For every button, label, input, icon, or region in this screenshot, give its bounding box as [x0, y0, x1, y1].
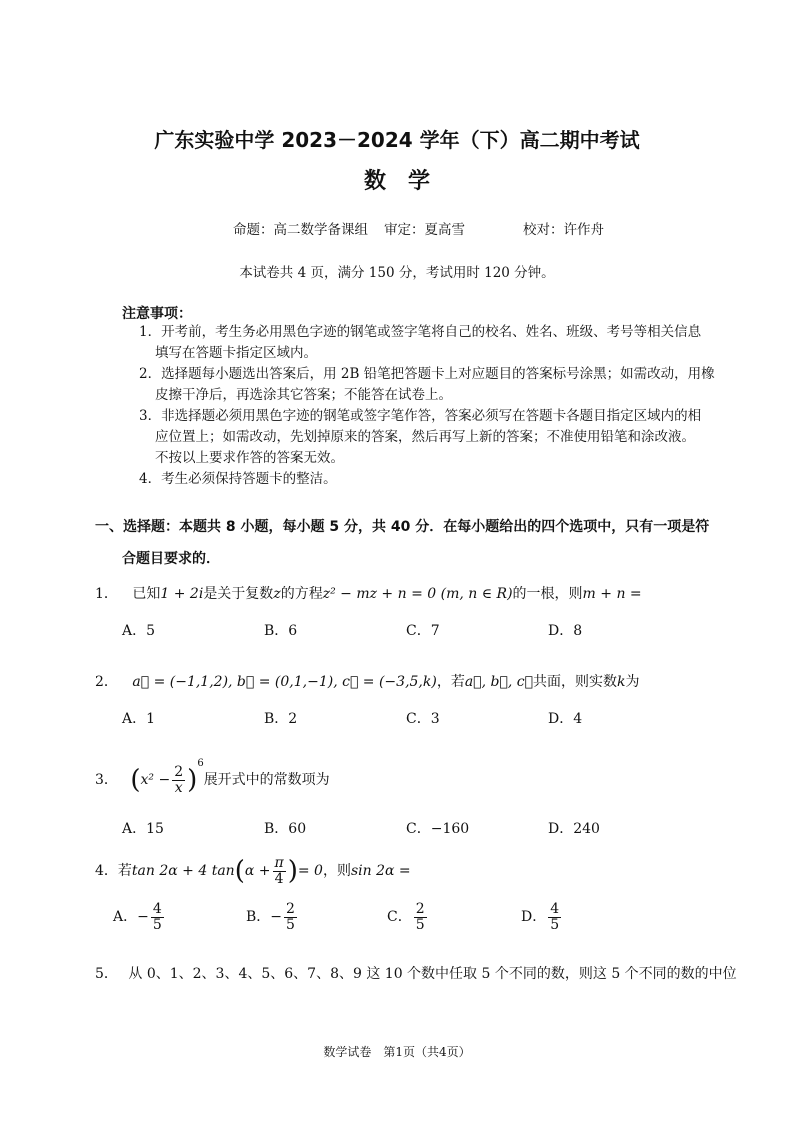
- option-c: C．7: [406, 623, 440, 639]
- question-2: [95, 671, 639, 691]
- option-label: D．: [521, 909, 547, 926]
- fraction-numerator: 2: [174, 763, 184, 780]
- option-c: [387, 902, 429, 932]
- question-text: 的一根，则: [512, 586, 583, 602]
- notice-item: 3．非选择题必须用黑色字迹的钢笔或签字笔作答，答案必须写在答题卡各题目指定区域内的相: [139, 408, 702, 424]
- fraction-numerator: 4: [152, 901, 162, 917]
- question-4: [95, 856, 411, 886]
- left-paren: (: [234, 856, 245, 887]
- notice-item: 填写在答题卡指定区域内。: [155, 345, 317, 361]
- option-sign: −: [137, 909, 149, 926]
- option-d: D．240: [548, 821, 600, 837]
- question-text: 展开式中的常数项为: [203, 772, 330, 788]
- question-number: 1．: [95, 586, 118, 602]
- option-b: B．6: [264, 623, 298, 639]
- question-text: 若: [117, 863, 132, 880]
- fraction-denominator: 5: [550, 916, 560, 933]
- option-a: A．15: [122, 821, 164, 837]
- notice-heading: 注意事项：: [122, 306, 192, 322]
- option-b: [246, 902, 299, 932]
- math-expr: m + n =: [582, 586, 642, 602]
- fraction-denominator: 4: [274, 870, 284, 887]
- option-c: C．−160: [406, 821, 470, 837]
- option-label: C．: [387, 909, 412, 926]
- question-text: ，则: [322, 863, 351, 880]
- option-d: D．4: [548, 711, 583, 727]
- fraction: [273, 856, 286, 886]
- fraction-denominator: 5: [415, 916, 425, 933]
- notice-item: 皮擦干净后，再选涂其它答案；不能答在试卷上。: [155, 387, 452, 403]
- notice-item: 1．开考前，考生务必用黑色字迹的钢笔或签字笔将自己的校名、姓名、班级、考号等相关信息: [139, 324, 702, 340]
- fraction: [414, 902, 427, 932]
- option-a: A．1: [122, 711, 156, 727]
- fraction-denominator: x: [174, 779, 183, 796]
- fraction-numerator: 2: [415, 901, 425, 917]
- subject-title: 数学: [363, 169, 452, 194]
- option-c: C．3: [406, 711, 440, 727]
- math-expr: x² −: [140, 772, 171, 788]
- option-label: A．: [113, 909, 138, 926]
- notice-item: 2．选择题每小题选出答案后，用 2B 铅笔把答题卡上对应题目的答案标号涂黑；如需改动，用橡: [139, 366, 715, 382]
- fraction-numerator: 2: [286, 901, 295, 917]
- right-paren: ): [187, 765, 198, 795]
- question-text: 是关于复数: [203, 586, 274, 602]
- section-heading-cont: 合题目要求的．: [122, 551, 220, 567]
- math-expr: α +: [244, 863, 271, 880]
- page-footer: 数学试卷 第1页（共4页）: [323, 1045, 471, 1059]
- left-paren: (: [130, 765, 141, 795]
- math-expr: a⃗ = (−1,1,2), b⃗ = (0,1,−1), c⃗ = (−3,5,k): [132, 674, 437, 690]
- notice-item: 应位置上；如需改动，先划掉原来的答案，然后再写上新的答案；不准使用铅笔和涂改液。: [155, 429, 695, 445]
- question-text: 已知: [132, 586, 161, 602]
- question-text: ，若: [436, 674, 465, 690]
- question-text: 从 0、1、2、3、4、5、6、7、8、9 这 10 个数中任取 5 个不同的数，则这 5 个不同的数的中位: [128, 966, 737, 982]
- math-expr: sin 2α =: [350, 863, 411, 880]
- fraction: [172, 765, 185, 795]
- fraction-denominator: 5: [286, 916, 295, 933]
- question-number: 5．: [95, 966, 118, 982]
- question-text: 的方程: [280, 586, 323, 602]
- math-expr: tan 2α + 4 tan: [131, 863, 235, 880]
- math-var: k: [616, 674, 626, 690]
- math-var: z: [273, 586, 281, 602]
- option-a: [113, 902, 166, 932]
- exam-title: 广东实验中学 2023－2024 学年（下）高二期中考试: [154, 128, 640, 152]
- fraction-numerator: 4: [550, 901, 560, 917]
- option-d: D．8: [548, 623, 583, 639]
- question-3: [95, 758, 330, 795]
- math-expr: 1 + 2i: [160, 586, 204, 602]
- question-1: [95, 583, 642, 603]
- reviewer-label: 审定：夏高雪: [384, 222, 465, 238]
- fraction-numerator: π: [274, 855, 284, 871]
- option-label: B．: [246, 909, 271, 926]
- question-number: 3．: [95, 772, 118, 788]
- math-expr: z² − mz + n = 0 (m, n ∈ R): [322, 586, 513, 602]
- fraction: [284, 902, 297, 932]
- exam-info: 本试卷共 4 页，满分 150 分，考试用时 120 分钟。: [239, 265, 555, 281]
- notice-item: 4．考生必须保持答题卡的整洁。: [139, 471, 337, 487]
- option-sign: −: [270, 909, 283, 926]
- option-b: B．60: [264, 821, 307, 837]
- fraction: [548, 902, 561, 932]
- exponent: 6: [197, 758, 204, 769]
- fraction: [151, 902, 164, 932]
- question-text: 为: [625, 674, 640, 690]
- option-a: A．5: [122, 623, 156, 639]
- proofreader-label: 校对：许作舟: [523, 222, 604, 238]
- option-b: B．2: [264, 711, 298, 727]
- right-paren: ): [287, 856, 298, 887]
- setter-label: 命题：高二数学备课组: [233, 222, 368, 238]
- section-heading: 一、选择题：本题共 8 小题，每小题 5 分，共 40 分．在每小题给出的四个选项中，只有一项是符: [95, 519, 710, 535]
- math-expr: a⃗, b⃗, c⃗: [464, 674, 533, 690]
- question-number: 2．: [95, 674, 118, 690]
- math-expr: = 0: [297, 863, 323, 880]
- question-5: [95, 963, 737, 983]
- notice-item: 不按以上要求作答的答案无效。: [155, 450, 344, 466]
- question-text: 共面，则实数: [532, 674, 617, 690]
- fraction-denominator: 5: [152, 916, 162, 933]
- question-number: 4．: [95, 863, 118, 880]
- option-d: [521, 902, 563, 932]
